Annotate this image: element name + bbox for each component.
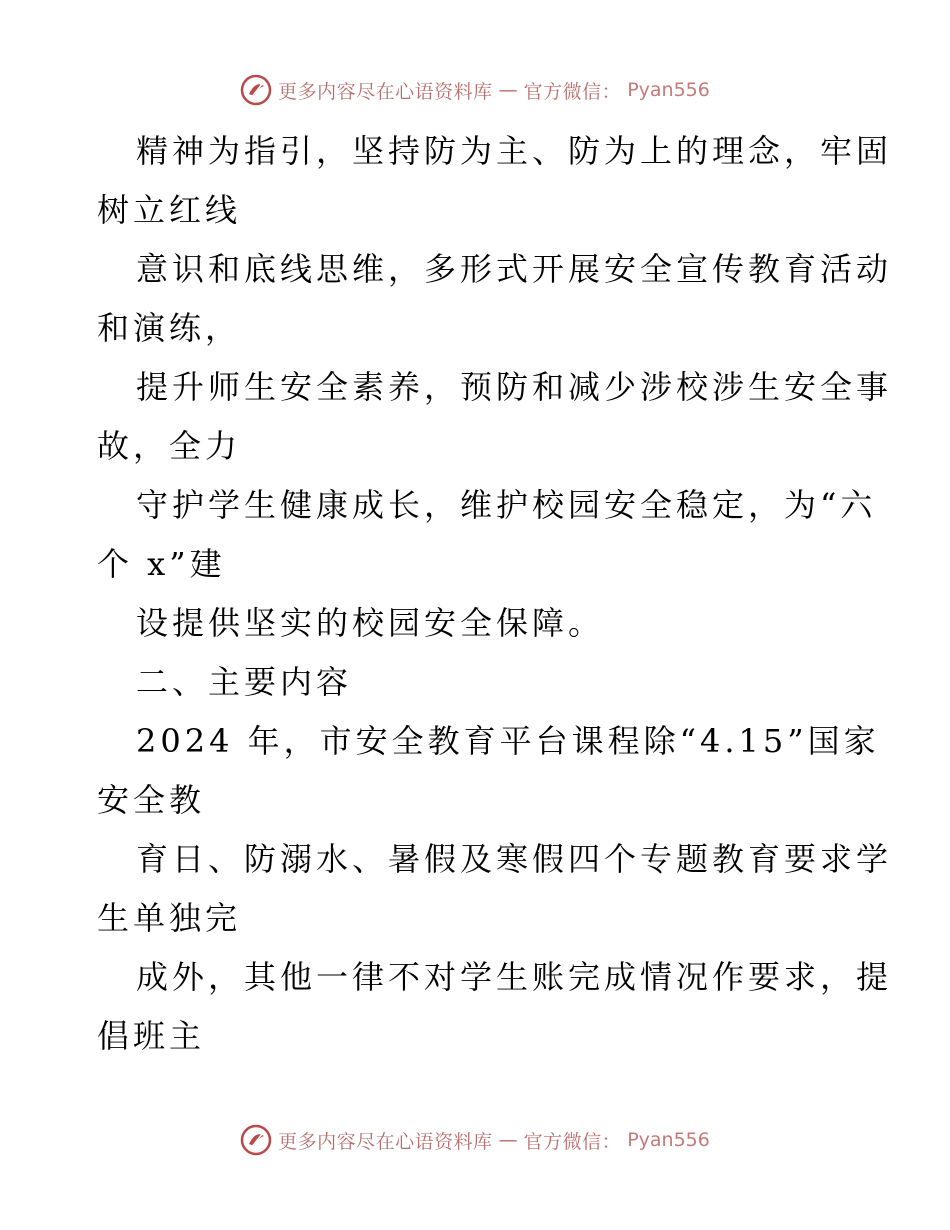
watermark-id: Pyan556 (627, 79, 710, 101)
footer-watermark (0, 1120, 950, 1160)
text-line: 精神为指引，坚持防为主、防为上的理念，牢固 (136, 132, 893, 170)
document-body (97, 122, 893, 1066)
text-line: 安全教 (97, 781, 206, 819)
text-line: 故，全力 (97, 427, 242, 465)
logo-icon (240, 1124, 272, 1156)
watermark-separator: — (498, 1129, 518, 1151)
text-line: 生单独完 (97, 899, 242, 937)
watermark-contact-label: 官方微信： (523, 1130, 622, 1153)
watermark-site-text: 更多内容尽在心语资料库 (278, 80, 493, 103)
watermark-id: Pyan556 (627, 1129, 710, 1151)
text-line: 意识和底线思维，多形式开展安全宣传教育活动 (136, 250, 893, 288)
text-line: 倡班主 (97, 1017, 206, 1055)
watermark-separator: — (498, 79, 518, 101)
text-line: 树立红线 (97, 191, 242, 229)
text-line: 设提供坚实的校园安全保障。 (136, 604, 605, 642)
watermark-contact-label: 官方微信： (523, 80, 622, 103)
text-line: 个 x”建 (97, 545, 226, 583)
text-line: 和演练， (97, 309, 242, 347)
text-line: 二、主要内容 (136, 663, 353, 701)
text-line: 成外，其他一律不对学生账完成情况作要求，提 (136, 958, 893, 996)
text-line: 提升师生安全素养，预防和减少涉校涉生安全事 (136, 368, 893, 406)
logo-icon (240, 74, 272, 106)
text-line: 育日、防溺水、暑假及寒假四个专题教育要求学 (136, 840, 893, 878)
watermark-site-text: 更多内容尽在心语资料库 (278, 1130, 493, 1153)
text-line: 守护学生健康成长，维护校园安全稳定，为“六 (136, 486, 877, 524)
header-watermark (0, 70, 950, 110)
text-line: 2024 年，市安全教育平台课程除“4.15”国家 (136, 722, 880, 760)
